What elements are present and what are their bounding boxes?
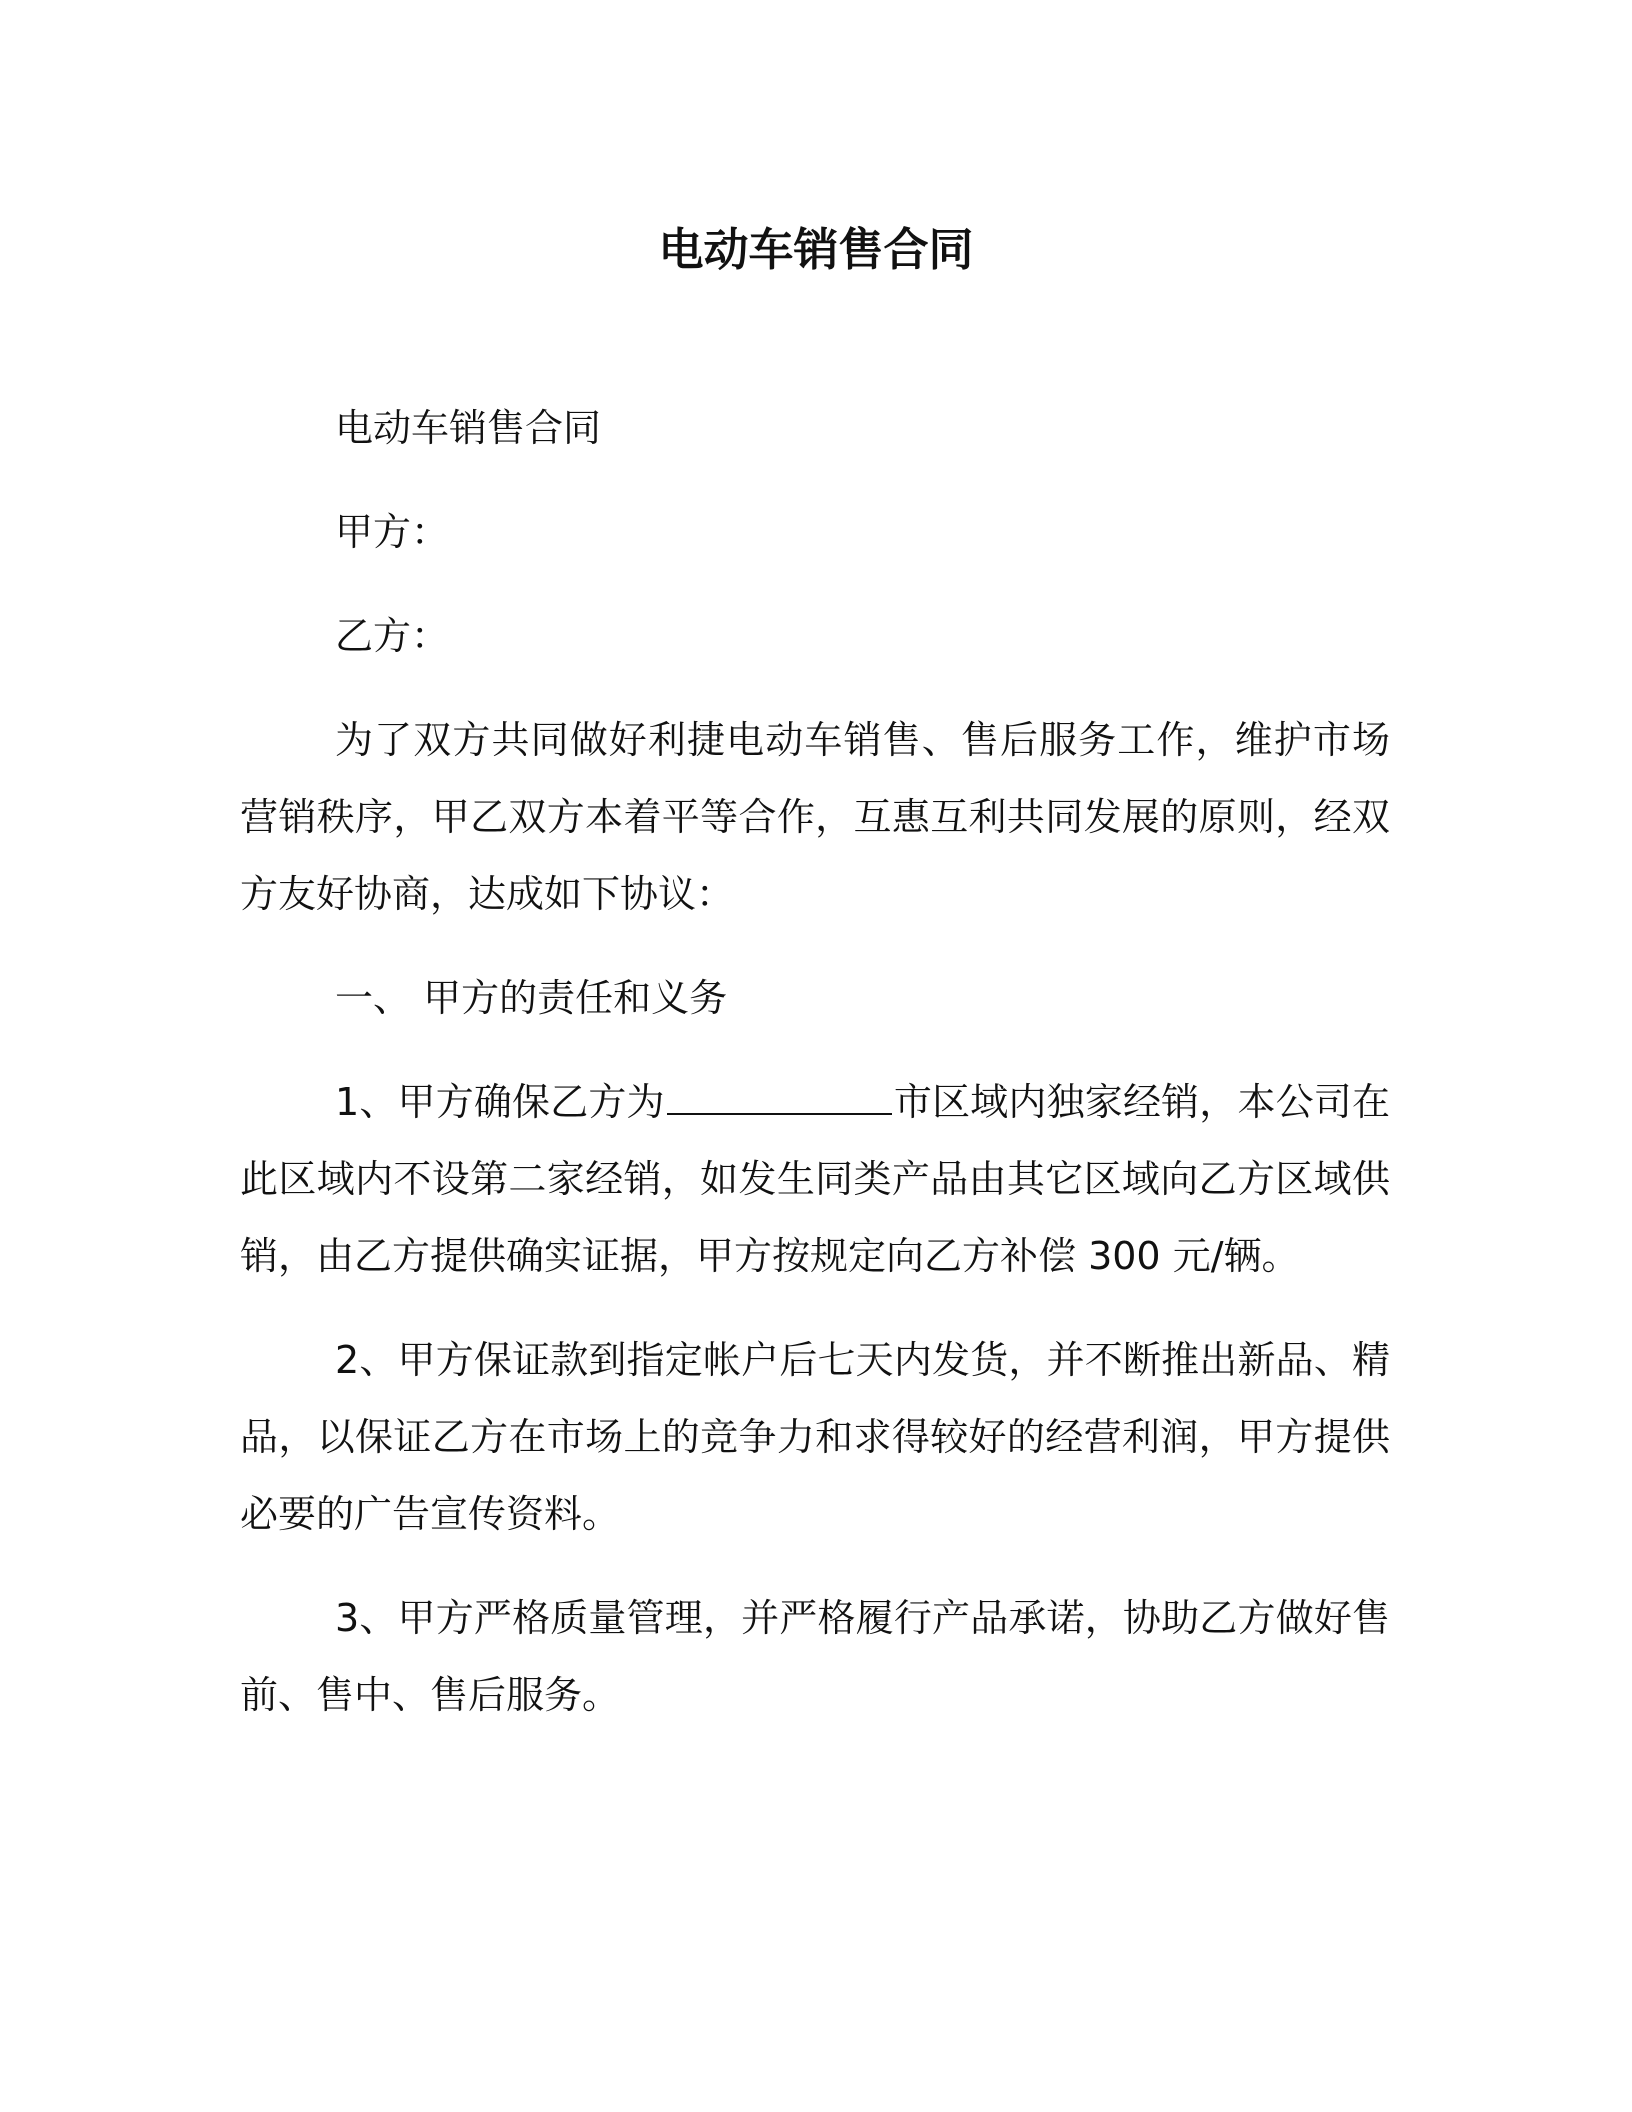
party-b-label: 乙方： — [335, 614, 450, 658]
section-1-heading: 一、 甲方的责任和义务 — [335, 976, 728, 1020]
region-blank-line — [667, 1079, 892, 1115]
clause-3-paragraph: 3、甲方严格质量管理，并严格履行产品承诺，协助乙方做好售前、售中、售后服务。 — [240, 1596, 1390, 1717]
clause-1-text-end: 市区域内独家经销，本公司在此区域内不设第二家经销，如发生同类产品由其它区域向乙方区域供销，由乙方提供确实证据，甲方按规定向乙方补偿 300 元/辆。 — [240, 1080, 1390, 1278]
clause-1-text-start: 1、甲方确保乙方为 — [335, 1080, 665, 1124]
document-title: 电动车销售合同 — [658, 223, 974, 276]
preamble-paragraph: 为了双方共同做好利捷电动车销售、售后服务工作，维护市场营销秩序，甲乙双方本着平等合作，互惠互利共同发展的原则，经双方友好协商，达成如下协议： — [240, 718, 1390, 916]
document-body — [240, 390, 1390, 1761]
party-a-label: 甲方： — [335, 510, 450, 554]
clause-2-paragraph: 2、甲方保证款到指定帐户后七天内发货，并不断推出新品、精品，以保证乙方在市场上的竞争力和求得较好的经营利润，甲方提供必要的广告宣传资料。 — [240, 1338, 1390, 1536]
contract-subtitle: 电动车销售合同 — [335, 406, 602, 450]
clause-1-paragraph — [240, 1064, 1390, 1295]
